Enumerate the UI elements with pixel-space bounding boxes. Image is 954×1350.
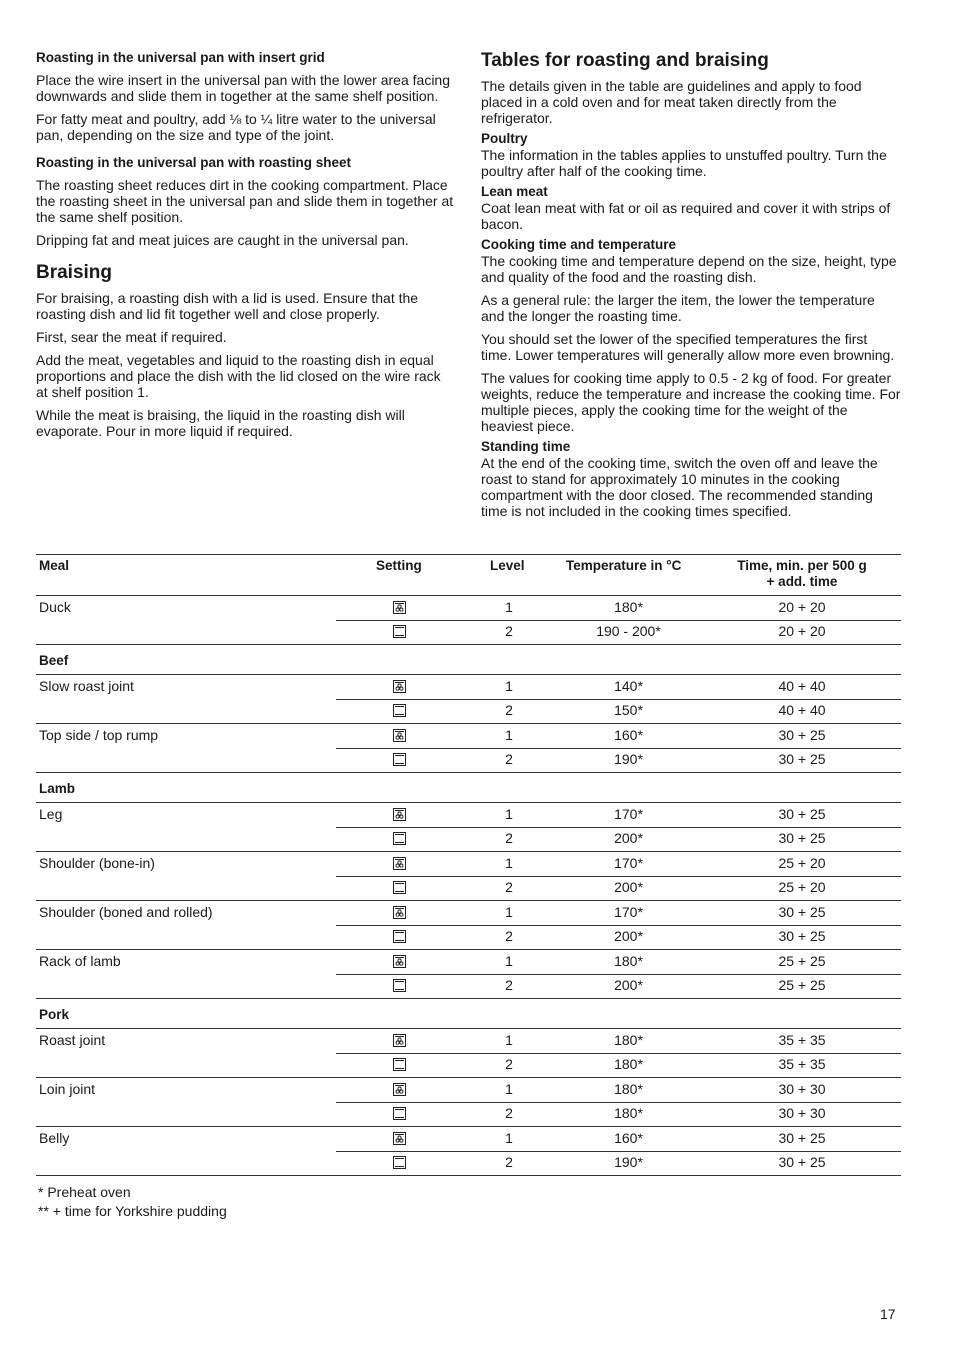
temperature-value: 160* — [614, 727, 643, 743]
heading-roasting-sheet: Roasting in the universal pan with roasting sheet — [36, 155, 352, 170]
level-value: 1 — [505, 904, 513, 920]
paragraph: The values for cooking time apply to 0.5 - 2 kg of food. For greater weights, reduce the temperature and increase the cooking time. For multiple pieces, apply the cooking time for the weight of the heaviest piece. — [481, 370, 901, 434]
paragraph: As a general rule: the larger the item, the lower the temperature and the longer the roasting time. — [481, 292, 875, 324]
top-bottom-heat-icon — [393, 753, 406, 766]
top-bottom-heat-icon — [393, 625, 406, 638]
header-level: Level — [490, 558, 525, 573]
heading-poultry: Poultry — [481, 131, 528, 146]
roasting-table — [36, 554, 901, 1176]
temperature-value: 180* — [614, 599, 643, 615]
paragraph: You should set the lower of the specified temperatures the first time. Lower temperatures will generally allow more even browning. — [481, 331, 895, 363]
time-value: 30 + 25 — [778, 904, 826, 920]
temperature-value: 200* — [614, 928, 643, 944]
temperature-value: 200* — [614, 830, 643, 846]
table-row — [36, 802, 901, 827]
table-bottom-rule — [36, 1175, 901, 1176]
table-row — [36, 974, 901, 998]
temperature-value: 190 - 200* — [596, 623, 661, 639]
meal-name: Loin joint — [39, 1081, 96, 1097]
fan-grill-icon — [393, 1034, 406, 1047]
table-row — [36, 620, 901, 644]
table-row — [36, 949, 901, 974]
meal-name: Shoulder (boned and rolled) — [39, 904, 213, 920]
temperature-value: 190* — [614, 751, 643, 767]
temperature-value: 170* — [614, 904, 643, 920]
paragraph: At the end of the cooking time, switch the oven off and leave the roast to stand for approximately 10 minutes in the cooking compartment with the door closed. The recommended standing time is not included in the cooking times specified. — [481, 455, 878, 519]
meal-name: Duck — [39, 599, 71, 615]
paragraph: Coat lean meat with fat or oil as required and cover it with strips of bacon. — [481, 200, 891, 232]
paragraph: For fatty meat and poultry, add ⅛ to ¼ litre water to the universal pan, depending on the size and type of the joint. — [36, 111, 436, 143]
table-row — [36, 1053, 901, 1077]
time-value: 25 + 25 — [778, 977, 826, 993]
time-value: 20 + 20 — [778, 599, 826, 615]
time-value: 40 + 40 — [778, 678, 826, 694]
time-value: 30 + 25 — [778, 806, 826, 822]
temperature-value: 170* — [614, 855, 643, 871]
meal-name: Rack of lamb — [39, 953, 121, 969]
time-value: 25 + 20 — [778, 855, 826, 871]
temperature-value: 180* — [614, 1105, 643, 1121]
time-value: 30 + 25 — [778, 928, 826, 944]
time-value: 30 + 30 — [778, 1105, 826, 1121]
paragraph: The information in the tables applies to unstuffed poultry. Turn the poultry after half of the cooking time. — [481, 147, 887, 179]
meal-name: Top side / top rump — [39, 727, 159, 743]
paragraph: The cooking time and temperature depend on the size, height, type and quality of the food and the roasting dish. — [481, 253, 897, 285]
fan-grill-icon — [393, 906, 406, 919]
temperature-value: 140* — [614, 678, 643, 694]
table-row — [36, 1151, 901, 1175]
top-bottom-heat-icon — [393, 881, 406, 894]
header-time: Time, min. per 500 g + add. time — [737, 558, 867, 589]
temperature-value: 200* — [614, 879, 643, 895]
table-row — [36, 851, 901, 876]
header-meal: Meal — [39, 558, 70, 573]
time-value: 35 + 35 — [778, 1032, 826, 1048]
time-value: 30 + 25 — [778, 751, 826, 767]
temperature-value: 170* — [614, 806, 643, 822]
paragraph: The details given in the table are guidelines and apply to food placed in a cold oven and for meat taken directly from the refrigerator. — [481, 78, 862, 126]
temperature-value: 180* — [614, 1056, 643, 1072]
time-value: 20 + 20 — [778, 623, 826, 639]
footnote-preheat: * Preheat oven — [38, 1184, 131, 1200]
temperature-value: 180* — [614, 953, 643, 969]
table-row — [36, 748, 901, 772]
level-value: 2 — [505, 751, 513, 767]
table-row — [36, 1077, 901, 1102]
meal-name: Belly — [39, 1130, 70, 1146]
level-value: 2 — [505, 830, 513, 846]
level-value: 2 — [505, 702, 513, 718]
table-row — [36, 595, 901, 620]
meal-name: Shoulder (bone-in) — [39, 855, 155, 871]
header-temperature: Temperature in °C — [566, 558, 682, 573]
meal-name: Leg — [39, 806, 63, 822]
level-value: 2 — [505, 879, 513, 895]
level-value: 1 — [505, 806, 513, 822]
paragraph: First, sear the meat if required. — [36, 329, 227, 345]
top-bottom-heat-icon — [393, 979, 406, 992]
time-value: 30 + 25 — [778, 1130, 826, 1146]
level-value: 2 — [505, 977, 513, 993]
heading-tables: Tables for roasting and braising — [481, 50, 769, 71]
time-value: 30 + 25 — [778, 830, 826, 846]
level-value: 2 — [505, 623, 513, 639]
time-value: 40 + 40 — [778, 702, 826, 718]
heading-braising: Braising — [36, 262, 113, 283]
paragraph: Place the wire insert in the universal pan with the lower area facing downwards and slide them in together at the same shelf position. — [36, 72, 450, 104]
group-row — [36, 772, 901, 802]
level-value: 1 — [505, 953, 513, 969]
top-bottom-heat-icon — [393, 1058, 406, 1071]
temperature-value: 180* — [614, 1081, 643, 1097]
meal-name: Slow roast joint — [39, 678, 134, 694]
level-value: 1 — [505, 1081, 513, 1097]
top-bottom-heat-icon — [393, 832, 406, 845]
right-column — [481, 50, 901, 526]
table-row — [36, 827, 901, 851]
fan-grill-icon — [393, 680, 406, 693]
fan-grill-icon — [393, 601, 406, 614]
left-column — [36, 50, 456, 446]
level-value: 1 — [505, 1032, 513, 1048]
paragraph: The roasting sheet reduces dirt in the cooking compartment. Place the roasting sheet in the universal pan and slide them in together at the same shelf position. — [36, 177, 454, 225]
table-row — [36, 876, 901, 900]
time-value: 25 + 20 — [778, 879, 826, 895]
time-value: 30 + 25 — [778, 1154, 826, 1170]
temperature-value: 150* — [614, 702, 643, 718]
top-bottom-heat-icon — [393, 930, 406, 943]
time-value: 25 + 25 — [778, 953, 826, 969]
table-row — [36, 674, 901, 699]
level-value: 1 — [505, 678, 513, 694]
temperature-value: 160* — [614, 1130, 643, 1146]
paragraph: Add the meat, vegetables and liquid to the roasting dish in equal proportions and place the dish with the lid closed on the wire rack at shelf position 1. — [36, 352, 441, 400]
table-row — [36, 1028, 901, 1053]
fan-grill-icon — [393, 1083, 406, 1096]
heading-lean-meat: Lean meat — [481, 184, 548, 199]
temperature-value: 190* — [614, 1154, 643, 1170]
table-row — [36, 699, 901, 723]
fan-grill-icon — [393, 808, 406, 821]
fan-grill-icon — [393, 729, 406, 742]
header-setting: Setting — [376, 558, 422, 573]
paragraph: Dripping fat and meat juices are caught in the universal pan. — [36, 232, 409, 248]
paragraph: For braising, a roasting dish with a lid is used. Ensure that the roasting dish and lid fit together well and close properly. — [36, 290, 419, 322]
heading-standing-time: Standing time — [481, 439, 571, 454]
table-row — [36, 925, 901, 949]
time-value: 35 + 35 — [778, 1056, 826, 1072]
fan-grill-icon — [393, 857, 406, 870]
paragraph: While the meat is braising, the liquid in the roasting dish will evaporate. Pour in more liquid if required. — [36, 407, 405, 439]
table-row — [36, 900, 901, 925]
fan-grill-icon — [393, 955, 406, 968]
group-row — [36, 644, 901, 674]
group-label-lamb: Lamb — [39, 781, 76, 796]
meal-name: Roast joint — [39, 1032, 106, 1048]
group-label-pork: Pork — [39, 1007, 70, 1022]
table-row — [36, 1102, 901, 1126]
page-number: 17 — [880, 1306, 896, 1322]
table-header — [36, 554, 901, 595]
heading-insert-grid: Roasting in the universal pan with insert grid — [36, 50, 325, 65]
level-value: 1 — [505, 727, 513, 743]
top-bottom-heat-icon — [393, 704, 406, 717]
level-value: 1 — [505, 599, 513, 615]
level-value: 2 — [505, 928, 513, 944]
group-row — [36, 998, 901, 1028]
table-row — [36, 1126, 901, 1151]
level-value: 2 — [505, 1154, 513, 1170]
level-value: 2 — [505, 1105, 513, 1121]
top-bottom-heat-icon — [393, 1156, 406, 1169]
time-value: 30 + 30 — [778, 1081, 826, 1097]
temperature-value: 200* — [614, 977, 643, 993]
level-value: 1 — [505, 855, 513, 871]
level-value: 1 — [505, 1130, 513, 1146]
group-label-beef: Beef — [39, 653, 69, 668]
temperature-value: 180* — [614, 1032, 643, 1048]
level-value: 2 — [505, 1056, 513, 1072]
time-value: 30 + 25 — [778, 727, 826, 743]
top-bottom-heat-icon — [393, 1107, 406, 1120]
fan-grill-icon — [393, 1132, 406, 1145]
footnote-yorkshire: ** + time for Yorkshire pudding — [38, 1203, 227, 1219]
table-row — [36, 723, 901, 748]
heading-cooking-time: Cooking time and temperature — [481, 237, 677, 252]
